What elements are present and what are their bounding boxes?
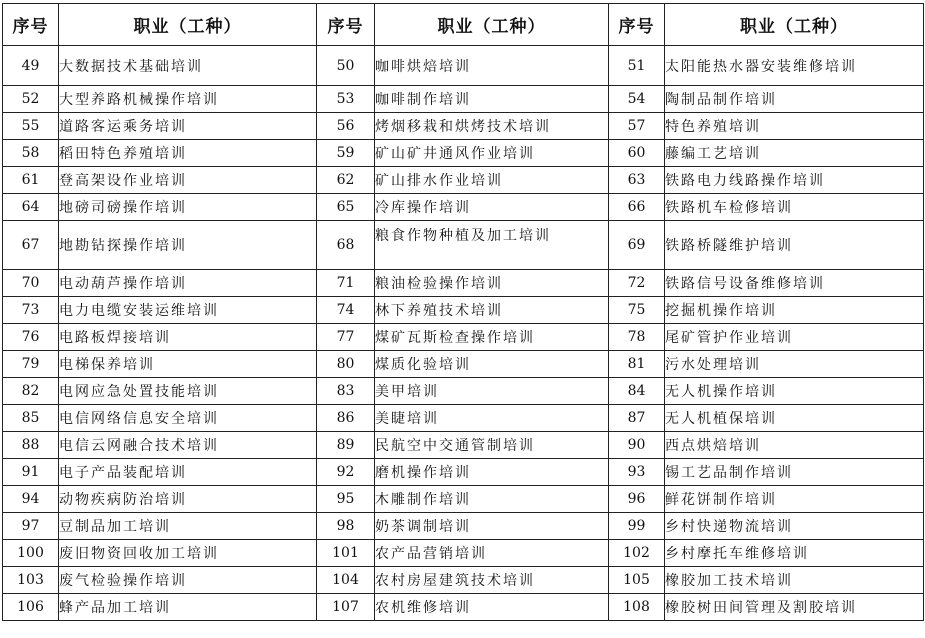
header-seq: 序号 <box>3 4 59 46</box>
seq-cell: 61 <box>3 167 59 194</box>
seq-cell: 63 <box>609 167 665 194</box>
seq-cell: 90 <box>609 432 665 459</box>
seq-cell: 87 <box>609 405 665 432</box>
seq-cell: 105 <box>609 567 665 594</box>
job-cell: 蜂产品加工培训 <box>59 594 317 621</box>
seq-cell: 93 <box>609 459 665 486</box>
job-cell: 电信网络信息安全培训 <box>59 405 317 432</box>
job-cell: 冷库操作培训 <box>375 194 609 221</box>
job-cell: 美睫培训 <box>375 405 609 432</box>
job-cell: 煤矿瓦斯检查操作培训 <box>375 324 609 351</box>
table-row <box>3 486 924 513</box>
seq-cell: 69 <box>609 221 665 270</box>
table-row <box>3 513 924 540</box>
header-job: 职业（工种） <box>59 4 317 46</box>
header-job: 职业（工种） <box>665 4 924 46</box>
seq-cell: 70 <box>3 270 59 297</box>
job-cell: 特色养殖培训 <box>665 113 924 140</box>
table-row <box>3 194 924 221</box>
seq-cell: 99 <box>609 513 665 540</box>
job-cell: 电网应急处置技能培训 <box>59 378 317 405</box>
header-seq: 序号 <box>609 4 665 46</box>
seq-cell: 75 <box>609 297 665 324</box>
job-cell: 污水处理培训 <box>665 351 924 378</box>
job-cell: 无人机植保培训 <box>665 405 924 432</box>
seq-cell: 74 <box>317 297 375 324</box>
seq-cell: 95 <box>317 486 375 513</box>
seq-cell: 108 <box>609 594 665 621</box>
seq-cell: 71 <box>317 270 375 297</box>
table-row <box>3 432 924 459</box>
job-cell: 粮油检验操作培训 <box>375 270 609 297</box>
table-row <box>3 567 924 594</box>
job-cell: 矿山排水作业培训 <box>375 167 609 194</box>
job-cell: 无人机操作培训 <box>665 378 924 405</box>
seq-cell: 88 <box>3 432 59 459</box>
job-cell: 电子产品装配培训 <box>59 459 317 486</box>
seq-cell: 62 <box>317 167 375 194</box>
job-cell: 废气检验操作培训 <box>59 567 317 594</box>
job-cell: 电动葫芦操作培训 <box>59 270 317 297</box>
table-body <box>3 46 924 621</box>
seq-cell: 51 <box>609 46 665 86</box>
job-cell: 奶茶调制培训 <box>375 513 609 540</box>
table-row <box>3 46 924 86</box>
job-cell: 咖啡烘焙培训 <box>375 46 609 86</box>
job-cell: 锡工艺品制作培训 <box>665 459 924 486</box>
job-cell: 登高架设作业培训 <box>59 167 317 194</box>
seq-cell: 64 <box>3 194 59 221</box>
seq-cell: 94 <box>3 486 59 513</box>
table-row <box>3 540 924 567</box>
seq-cell: 52 <box>3 86 59 113</box>
table-row <box>3 459 924 486</box>
job-cell: 藤编工艺培训 <box>665 140 924 167</box>
job-cell: 橡胶加工技术培训 <box>665 567 924 594</box>
job-cell: 道路客运乘务培训 <box>59 113 317 140</box>
job-cell: 稻田特色养殖培训 <box>59 140 317 167</box>
job-cell: 大数据技术基础培训 <box>59 46 317 86</box>
job-cell: 太阳能热水器安装维修培训 <box>665 46 924 86</box>
seq-cell: 89 <box>317 432 375 459</box>
seq-cell: 92 <box>317 459 375 486</box>
job-cell: 民航空中交通管制培训 <box>375 432 609 459</box>
document-page <box>2 3 924 621</box>
seq-cell: 73 <box>3 297 59 324</box>
job-cell: 铁路电力线路操作培训 <box>665 167 924 194</box>
job-cell: 尾矿管护作业培训 <box>665 324 924 351</box>
seq-cell: 96 <box>609 486 665 513</box>
seq-cell: 68 <box>317 221 375 270</box>
seq-cell: 85 <box>3 405 59 432</box>
table-row <box>3 86 924 113</box>
seq-cell: 77 <box>317 324 375 351</box>
seq-cell: 103 <box>3 567 59 594</box>
seq-cell: 91 <box>3 459 59 486</box>
seq-cell: 50 <box>317 46 375 86</box>
header-row <box>3 4 924 46</box>
seq-cell: 54 <box>609 86 665 113</box>
seq-cell: 98 <box>317 513 375 540</box>
job-cell: 铁路信号设备维修培训 <box>665 270 924 297</box>
seq-cell: 65 <box>317 194 375 221</box>
job-cell: 铁路机车检修培训 <box>665 194 924 221</box>
job-cell: 农机维修培训 <box>375 594 609 621</box>
job-cell: 粮食作物种植及加工培训 <box>375 221 609 270</box>
table-row <box>3 351 924 378</box>
job-cell: 烤烟移栽和烘烤技术培训 <box>375 113 609 140</box>
job-cell: 挖掘机操作培训 <box>665 297 924 324</box>
seq-cell: 82 <box>3 378 59 405</box>
job-cell: 陶制品制作培训 <box>665 86 924 113</box>
training-table <box>2 3 924 621</box>
seq-cell: 57 <box>609 113 665 140</box>
table-row <box>3 270 924 297</box>
seq-cell: 101 <box>317 540 375 567</box>
job-cell: 豆制品加工培训 <box>59 513 317 540</box>
seq-cell: 66 <box>609 194 665 221</box>
job-cell: 西点烘焙培训 <box>665 432 924 459</box>
job-cell: 大型养路机械操作培训 <box>59 86 317 113</box>
seq-cell: 100 <box>3 540 59 567</box>
job-cell: 咖啡制作培训 <box>375 86 609 113</box>
job-cell: 橡胶树田间管理及割胶培训 <box>665 594 924 621</box>
job-cell: 铁路桥隧维护培训 <box>665 221 924 270</box>
job-cell: 电梯保养培训 <box>59 351 317 378</box>
job-cell: 矿山矿井通风作业培训 <box>375 140 609 167</box>
seq-cell: 83 <box>317 378 375 405</box>
job-cell: 林下养殖技术培训 <box>375 297 609 324</box>
table-row <box>3 378 924 405</box>
seq-cell: 49 <box>3 46 59 86</box>
seq-cell: 53 <box>317 86 375 113</box>
seq-cell: 81 <box>609 351 665 378</box>
job-cell: 电力电缆安装运维培训 <box>59 297 317 324</box>
seq-cell: 67 <box>3 221 59 270</box>
job-cell: 鲜花饼制作培训 <box>665 486 924 513</box>
job-cell: 地勘钻探操作培训 <box>59 221 317 270</box>
seq-cell: 60 <box>609 140 665 167</box>
table-row <box>3 594 924 621</box>
seq-cell: 80 <box>317 351 375 378</box>
seq-cell: 72 <box>609 270 665 297</box>
seq-cell: 107 <box>317 594 375 621</box>
seq-cell: 58 <box>3 140 59 167</box>
table-row <box>3 113 924 140</box>
job-cell: 地磅司磅操作培训 <box>59 194 317 221</box>
seq-cell: 86 <box>317 405 375 432</box>
table-row <box>3 221 924 270</box>
job-cell: 动物疾病防治培训 <box>59 486 317 513</box>
table-row <box>3 167 924 194</box>
job-cell: 木雕制作培训 <box>375 486 609 513</box>
seq-cell: 104 <box>317 567 375 594</box>
seq-cell: 84 <box>609 378 665 405</box>
seq-cell: 97 <box>3 513 59 540</box>
table-row <box>3 140 924 167</box>
header-seq: 序号 <box>317 4 375 46</box>
seq-cell: 59 <box>317 140 375 167</box>
job-cell: 农产品营销培训 <box>375 540 609 567</box>
seq-cell: 55 <box>3 113 59 140</box>
table-row <box>3 324 924 351</box>
seq-cell: 102 <box>609 540 665 567</box>
job-cell: 磨机操作培训 <box>375 459 609 486</box>
header-job: 职业（工种） <box>375 4 609 46</box>
seq-cell: 106 <box>3 594 59 621</box>
job-cell: 电路板焊接培训 <box>59 324 317 351</box>
table-row <box>3 297 924 324</box>
seq-cell: 79 <box>3 351 59 378</box>
job-cell: 农村房屋建筑技术培训 <box>375 567 609 594</box>
job-cell: 废旧物资回收加工培训 <box>59 540 317 567</box>
seq-cell: 78 <box>609 324 665 351</box>
job-cell: 美甲培训 <box>375 378 609 405</box>
job-cell: 乡村快递物流培训 <box>665 513 924 540</box>
seq-cell: 56 <box>317 113 375 140</box>
job-cell: 乡村摩托车维修培训 <box>665 540 924 567</box>
table-row <box>3 405 924 432</box>
seq-cell: 76 <box>3 324 59 351</box>
job-cell: 电信云网融合技术培训 <box>59 432 317 459</box>
job-cell: 煤质化验培训 <box>375 351 609 378</box>
